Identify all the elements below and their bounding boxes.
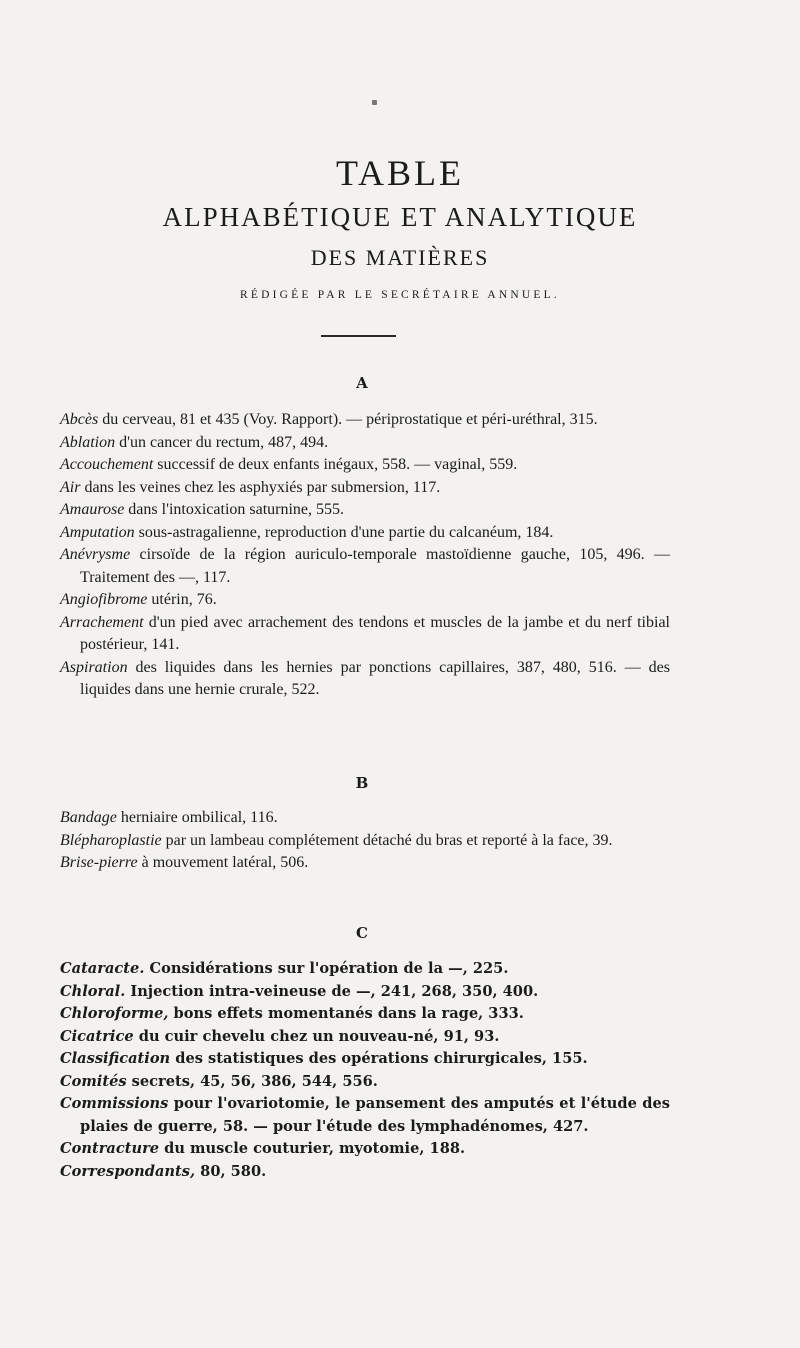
entry-text: cirsoïde de la région auriculo-temporale mastoïdienne gauche, 105, 496. — Traitement des —, 117.	[80, 546, 670, 586]
entry-head: Commissions	[60, 1095, 169, 1112]
index-entry	[60, 612, 670, 657]
entry-head: Correspondants,	[60, 1162, 196, 1180]
index-entry	[60, 454, 670, 477]
entry-head: Chloroforme,	[60, 1005, 169, 1022]
entry-text: bons effets momentanés dans la rage, 333.	[168, 1005, 524, 1022]
page-subtitle-2: DES MATIÈRES	[310, 245, 490, 270]
index-entry	[60, 544, 670, 589]
section-letter-a: A	[356, 374, 368, 392]
index-entry	[60, 852, 670, 875]
entry-text: 80, 580.	[195, 1162, 267, 1180]
entry-text: à mouvement latéral, 506.	[137, 854, 309, 871]
entry-head: Brise-pierre	[60, 854, 138, 871]
entry-head: Chloral.	[60, 982, 126, 1000]
index-entry	[60, 522, 670, 545]
index-entry	[60, 981, 670, 1004]
index-entry	[60, 958, 670, 981]
index-entry	[60, 1138, 670, 1161]
entry-text: pour l'ovariotomie, le pansement des amputés et l'étude des plaies de guerre, 58. — pour l'étude des lymphadénomes, 427.	[80, 1095, 670, 1135]
entry-text: d'un cancer du rectum, 487, 494.	[115, 433, 329, 451]
byline: RÉDIGÉE PAR LE SECRÉTAIRE ANNUEL.	[240, 289, 560, 301]
page-title: TABLE	[335, 153, 465, 193]
entry-text: du cuir chevelu chez un nouveau-né, 91, 93.	[133, 1027, 500, 1045]
ink-speck	[372, 100, 377, 105]
section-c-entries	[60, 958, 670, 1183]
entry-head: Amputation	[60, 523, 135, 541]
entry-head: Abcès	[60, 411, 99, 428]
entry-text: secrets, 45, 56, 386, 544, 556.	[126, 1072, 378, 1090]
index-entry	[60, 432, 670, 455]
entry-text: des liquides dans les hernies par ponctions capillaires, 387, 480, 516. — des liquides dans une hernie crurale, 522.	[80, 658, 670, 698]
entry-head: Contracture	[60, 1140, 160, 1157]
index-entry	[60, 807, 670, 830]
entry-head: Accouchement	[60, 456, 154, 473]
entry-text: herniaire ombilical, 116.	[116, 809, 278, 826]
entry-head: Cicatrice	[60, 1027, 134, 1045]
index-entry	[60, 499, 670, 522]
page-subtitle: ALPHABÉTIQUE ET ANALYTIQUE	[162, 202, 638, 232]
entry-text: dans l'intoxication saturnine, 555.	[124, 501, 345, 518]
index-entry	[60, 657, 670, 702]
entry-head: Angiofibrome	[60, 591, 148, 608]
index-entry	[60, 1093, 670, 1138]
section-b-entries	[60, 807, 670, 875]
entry-head: Classification	[60, 1050, 171, 1067]
entry-text: utérin, 76.	[147, 591, 217, 608]
entry-text: Considérations sur l'opération de la —, 225.	[144, 960, 509, 977]
index-entry	[60, 1026, 670, 1049]
entry-head: Blépharoplastie	[60, 831, 162, 849]
section-letter-c: C	[356, 924, 368, 942]
section-letter-b: B	[355, 774, 369, 792]
entry-head: Air	[60, 478, 81, 496]
entry-text: sous-astragalienne, reproduction d'une partie du calcanéum, 184.	[134, 523, 554, 541]
entry-head: Bandage	[60, 809, 117, 826]
entry-text: des statistiques des opérations chirurgicales, 155.	[170, 1050, 588, 1067]
entry-text: dans les veines chez les asphyxiés par submersion, 117.	[80, 478, 441, 496]
entry-head: Cataracte.	[60, 960, 145, 977]
entry-head: Aspiration	[60, 658, 128, 676]
entry-text: successif de deux enfants inégaux, 558. — vaginal, 559.	[153, 456, 518, 473]
entry-head: Anévrysme	[60, 546, 131, 563]
entry-text: du muscle couturier, myotomie, 188.	[159, 1140, 466, 1157]
entry-text: Injection intra-veineuse de —, 241, 268, 350, 400.	[125, 982, 539, 1000]
entry-head: Ablation	[60, 433, 116, 451]
index-entry	[60, 1161, 670, 1184]
index-entry	[60, 409, 670, 432]
index-entry	[60, 830, 670, 853]
index-entry	[60, 1003, 670, 1026]
section-a-entries	[60, 409, 670, 702]
entry-head: Amaurose	[60, 501, 125, 518]
index-entry	[60, 589, 670, 612]
title-rule	[321, 335, 396, 337]
entry-text: du cerveau, 81 et 435 (Voy. Rapport). — périprostatique et péri-uréthral, 315.	[98, 411, 598, 428]
entry-text: par un lambeau complétement détaché du bras et reporté à la face, 39.	[161, 831, 613, 849]
entry-head: Arrachement	[60, 613, 144, 631]
entry-text: d'un pied avec arrachement des tendons et muscles de la jambe et du nerf tibial postérieur, 141.	[80, 613, 670, 653]
index-entry	[60, 1071, 670, 1094]
entry-head: Comités	[60, 1072, 127, 1090]
index-entry	[60, 477, 670, 500]
index-entry	[60, 1048, 670, 1071]
